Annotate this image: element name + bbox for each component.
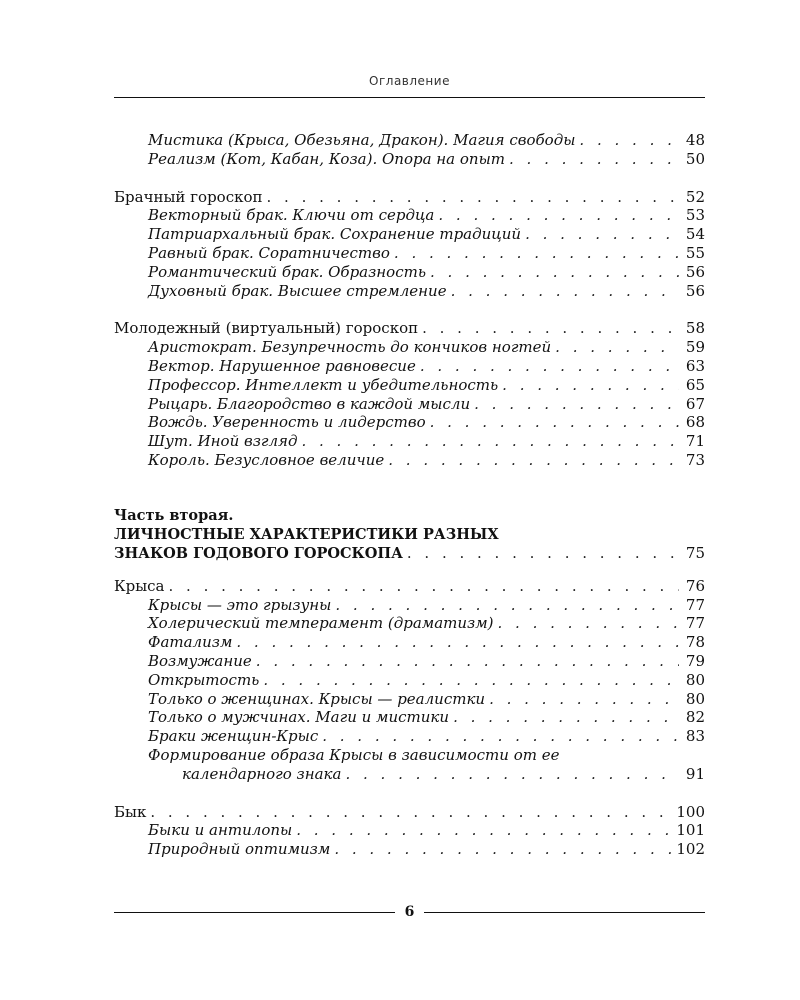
toc-entry-title-multiline[interactable]: Формирование образа Крысы в зависимости от ее (148, 745, 560, 764)
toc-entry-title: Профессор. Интеллект и убедительность (148, 375, 499, 394)
leader-dots (236, 633, 679, 652)
toc-entry[interactable] (114, 338, 705, 357)
toc-entry-page: 80 (685, 689, 705, 708)
toc-entry[interactable] (114, 131, 705, 150)
footer-rule-right (424, 912, 705, 913)
part-heading-title: ЛИЧНОСТНЫЕ ХАРАКТЕРИСТИКИ РАЗНЫХ (114, 525, 499, 543)
toc-entry-page: 82 (685, 708, 705, 727)
toc-entry-title: Открытость (148, 670, 260, 689)
toc-section-title: Крыса (114, 576, 165, 595)
leader-dots (525, 225, 679, 244)
toc-entry-title: Шут. Иной взгляд (148, 432, 298, 451)
table-of-contents (114, 131, 705, 859)
toc-part[interactable] (114, 544, 705, 563)
leader-dots (579, 131, 679, 150)
toc-entry[interactable] (114, 225, 705, 244)
toc-entry[interactable] (114, 263, 705, 282)
leader-dots (509, 150, 679, 169)
toc-entry-title: Вектор. Нарушенное равновесие (148, 356, 416, 375)
leader-dots (169, 577, 680, 596)
toc-entry-page: 53 (685, 206, 705, 225)
leader-dots (555, 338, 679, 357)
toc-entry[interactable] (114, 671, 705, 690)
leader-dots (150, 803, 672, 822)
leader-dots (388, 451, 679, 470)
toc-entry-page: 56 (685, 262, 705, 281)
leader-dots (430, 413, 679, 432)
leader-dots (345, 765, 679, 784)
toc-entry-title: Браки женщин-Крыс (148, 727, 319, 746)
toc-entry[interactable] (114, 376, 705, 395)
header-rule (114, 97, 705, 98)
toc-entry-page: 59 (685, 338, 705, 357)
toc-entry-page: 77 (685, 595, 705, 614)
leader-dots (301, 432, 679, 451)
toc-section-page: 52 (685, 187, 705, 206)
toc-entry-page: 80 (685, 670, 705, 689)
toc-entry-page: 83 (685, 727, 705, 746)
toc-entry[interactable] (114, 633, 705, 652)
toc-entry[interactable] (114, 432, 705, 451)
toc-entry-title: Только о мужчинах. Маги и мистики (148, 708, 450, 727)
leader-dots (394, 244, 679, 263)
toc-entry-title: Векторный брак. Ключи от сердца (148, 206, 435, 225)
toc-entry-page: 55 (685, 243, 705, 262)
toc-section-page: 100 (676, 802, 705, 821)
toc-section[interactable] (114, 803, 705, 822)
leader-dots (438, 206, 679, 225)
running-header: Оглавление (369, 74, 450, 88)
toc-entry[interactable] (114, 244, 705, 263)
toc-entry-title-cont: календарного знака (182, 764, 342, 783)
part-heading-label: Часть вторая. (114, 506, 234, 524)
toc-entry-page: 65 (685, 375, 705, 394)
leader-dots (407, 544, 679, 563)
toc-entry[interactable] (114, 652, 705, 671)
leader-dots (334, 840, 672, 859)
leader-dots (420, 357, 679, 376)
toc-entry-page: 67 (685, 394, 705, 413)
toc-entry-title: Только о женщинах. Крысы — реалистки (148, 689, 486, 708)
toc-entry-page: 63 (685, 356, 705, 375)
toc-entry-title: Фатализм (148, 633, 233, 652)
toc-entry-page: 50 (685, 149, 705, 168)
leader-dots (322, 727, 679, 746)
leader-dots (422, 319, 679, 338)
toc-entry-title: Рыцарь. Благородство в каждой мысли (148, 394, 471, 413)
toc-section-page: 58 (685, 319, 705, 338)
toc-entry-title: Романтический брак. Образность (148, 262, 426, 281)
toc-entry-page: 73 (685, 450, 705, 469)
toc-entry[interactable] (114, 690, 705, 709)
toc-entry[interactable] (114, 150, 705, 169)
toc-entry[interactable] (114, 451, 705, 470)
leader-dots (267, 188, 679, 207)
toc-entry-title: Король. Безусловное величие (148, 450, 385, 469)
part-heading-title-cont: ЗНАКОВ ГОДОВОГО ГОРОСКОПА (114, 544, 403, 562)
toc-section-title: Бык (114, 802, 147, 821)
leader-dots (489, 690, 679, 709)
toc-entry[interactable] (114, 596, 705, 615)
toc-section-page: 76 (685, 576, 705, 595)
toc-entry-title: Равный брак. Соратничество (148, 243, 390, 262)
leader-dots (453, 708, 679, 727)
toc-entry[interactable] (114, 614, 705, 633)
toc-entry[interactable] (114, 206, 705, 225)
toc-entry[interactable] (114, 357, 705, 376)
toc-entry-title: Холерический темперамент (драматизм) (148, 614, 494, 633)
leader-dots (498, 614, 680, 633)
toc-entry-page: 91 (685, 764, 705, 783)
toc-entry-title: Патриархальный брак. Сохранение традиций (148, 225, 522, 244)
toc-section[interactable] (114, 319, 705, 338)
toc-entry-title: Вождь. Уверенность и лидерство (148, 413, 426, 432)
toc-entry-page: 79 (685, 651, 705, 670)
toc-section-title: Молодежный (виртуальный) гороскоп (114, 319, 419, 338)
leader-dots (263, 671, 679, 690)
leader-dots (335, 596, 679, 615)
leader-dots (256, 652, 679, 671)
toc-entry[interactable] (114, 282, 705, 301)
toc-entry-page: 71 (685, 432, 705, 451)
toc-entry[interactable] (114, 395, 705, 414)
toc-entry-page: 48 (685, 131, 705, 149)
leader-dots (296, 821, 672, 840)
toc-entry[interactable] (114, 821, 705, 840)
toc-entry-page: 56 (685, 281, 705, 300)
toc-entry-page: 77 (685, 614, 705, 633)
page-number: 6 (404, 904, 415, 920)
toc-entry-page: 54 (685, 225, 705, 244)
toc-entry[interactable] (114, 413, 705, 432)
toc-entry-page: 102 (676, 840, 705, 859)
toc-entry-title: Аристократ. Безупречность до кончиков ногтей (148, 338, 552, 357)
toc-entry-title: Реализм (Кот, Кабан, Коза). Опора на опыт (148, 149, 506, 168)
toc-entry[interactable] (114, 727, 705, 746)
toc-entry[interactable] (114, 765, 705, 784)
leader-dots (430, 263, 679, 282)
leader-dots (502, 376, 679, 395)
toc-part-page: 75 (685, 543, 705, 562)
toc-entry-title: Крысы — это грызуны (148, 595, 332, 614)
toc-entry-title: Мистика (Крыса, Обезьяна, Дракон). Магия свободы (148, 131, 576, 149)
toc-section[interactable] (114, 188, 705, 207)
toc-entry[interactable] (114, 840, 705, 859)
toc-entry-title: Быки и антилопы (148, 821, 293, 840)
toc-entry-title: Природный оптимизм (148, 840, 331, 859)
page-footer (114, 904, 705, 920)
toc-section[interactable] (114, 577, 705, 596)
toc-section-title: Брачный гороскоп (114, 187, 263, 206)
toc-entry-page: 78 (685, 633, 705, 652)
toc-entry-title: Возмужание (148, 651, 252, 670)
toc-entry[interactable] (114, 708, 705, 727)
toc-entry-title: Духовный брак. Высшее стремление (148, 281, 447, 300)
leader-dots (451, 282, 679, 301)
toc-entry-page: 68 (685, 413, 705, 432)
leader-dots (474, 395, 679, 414)
toc-entry-page: 101 (676, 821, 705, 840)
footer-rule-left (114, 912, 395, 913)
